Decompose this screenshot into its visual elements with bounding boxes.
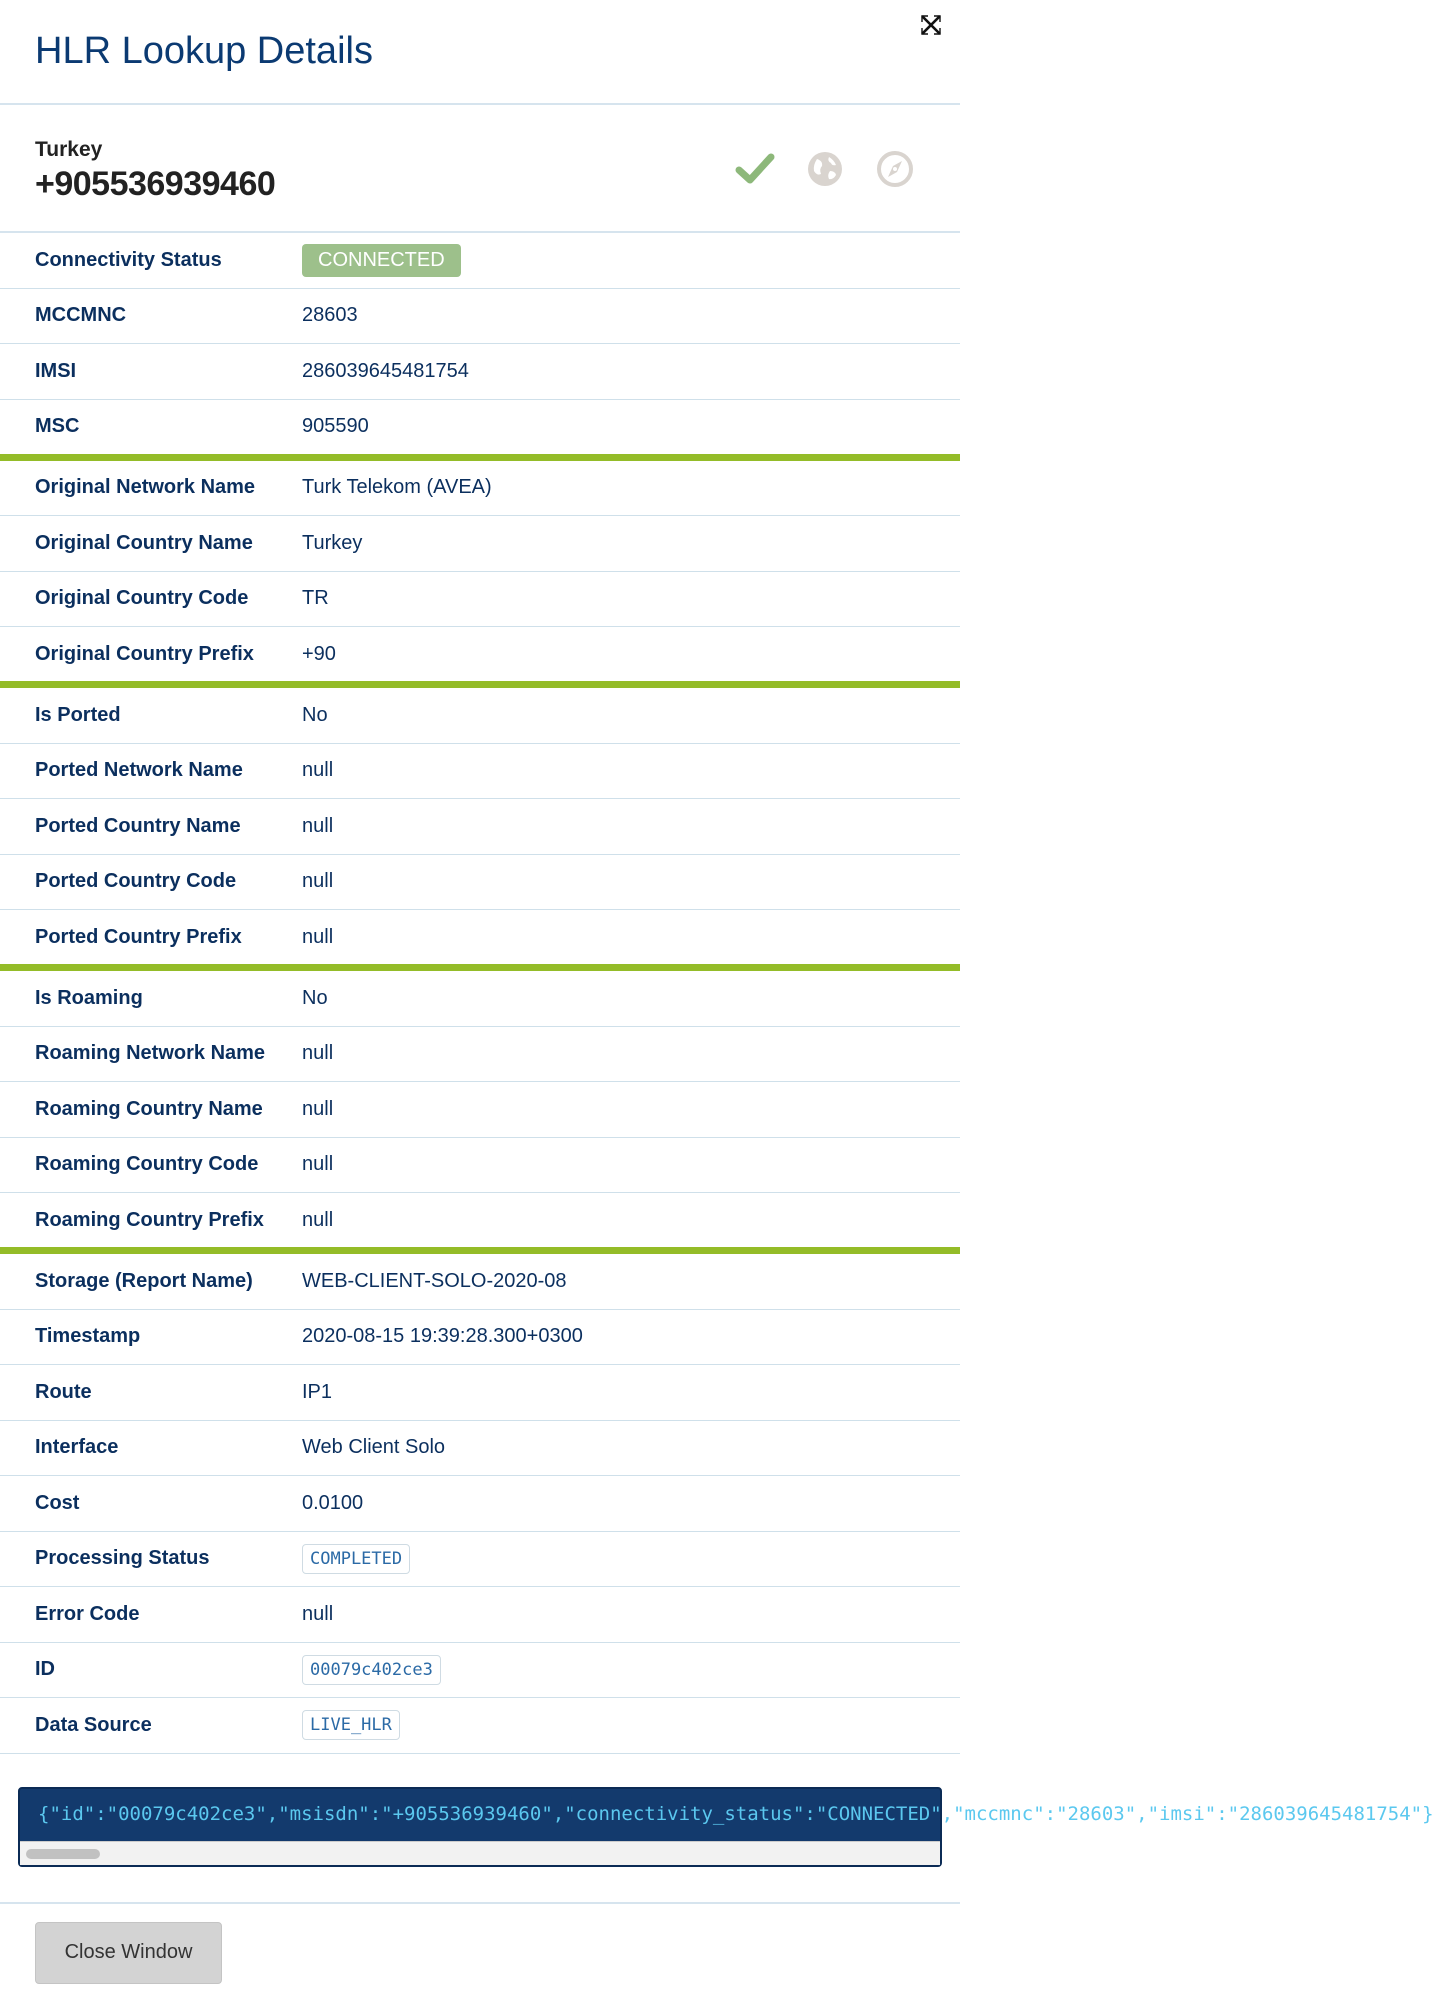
row-value: Web Client Solo: [302, 1436, 446, 1459]
row-mccmnc: [0, 289, 960, 345]
row-ported-country-code: [0, 855, 960, 911]
json-preview-text: {"id":"00079c402ce3","msisdn":"+905536939460","connectivity_status":"CONNECTED","mccmnc":"28603","imsi":"286039645481754"}: [38, 1802, 1434, 1825]
row-value: null: [302, 759, 334, 782]
row-error-code: [0, 1587, 960, 1643]
row-route: [0, 1365, 960, 1421]
row-value: Turk Telekom (AVEA): [302, 476, 492, 499]
modal-footer: [0, 1904, 960, 2004]
row-data-source: [0, 1698, 960, 1754]
row-value: [302, 1544, 410, 1574]
row-value: null: [302, 1042, 334, 1065]
row-value: null: [302, 1097, 334, 1120]
row-label: Ported Country Prefix: [35, 925, 242, 948]
row-roaming-country-code: [0, 1138, 960, 1194]
modal-title: HLR Lookup Details: [35, 30, 373, 72]
row-label: Original Country Name: [35, 531, 253, 554]
close-window-button[interactable]: Close Window: [35, 1922, 222, 1984]
row-label: Original Country Code: [35, 587, 249, 610]
row-value: 0.0100: [302, 1491, 364, 1514]
row-imsi: [0, 344, 960, 400]
row-value: 905590: [302, 415, 369, 437]
row-value: Turkey: [302, 531, 363, 554]
row-label: Roaming Country Prefix: [35, 1208, 264, 1231]
status-icons: [735, 149, 915, 189]
row-label: Roaming Network Name: [35, 1042, 266, 1065]
row-connectivity-status: [0, 233, 960, 289]
row-value: No: [302, 703, 328, 726]
row-label: MSC: [35, 415, 80, 437]
row-roaming-network-name: [0, 1027, 960, 1083]
row-label: Data Source: [35, 1713, 152, 1736]
number-summary: [0, 105, 960, 233]
json-section: [0, 1754, 1434, 1904]
row-label: IMSI: [35, 359, 77, 382]
row-value: WEB-CLIENT-SOLO-2020-08: [302, 1269, 567, 1292]
row-original-country-prefix: [0, 627, 960, 688]
row-original-country-code: [0, 572, 960, 628]
json-preview-box[interactable]: [18, 1787, 1434, 1867]
row-label: Original Country Prefix: [35, 642, 254, 665]
processing-status-code: COMPLETED: [302, 1544, 410, 1574]
row-value: IP1: [302, 1380, 333, 1403]
row-id: [0, 1643, 960, 1699]
row-value: null: [302, 925, 334, 948]
row-label: Connectivity Status: [35, 248, 222, 271]
row-ported-network-name: [0, 744, 960, 800]
row-label: Roaming Country Code: [35, 1153, 259, 1176]
scrollbar-thumb[interactable]: [26, 1849, 100, 1859]
close-icon[interactable]: [920, 14, 942, 36]
row-label: Storage (Report Name): [35, 1269, 253, 1292]
row-original-country-name: [0, 516, 960, 572]
row-label: ID: [35, 1658, 55, 1681]
row-ported-country-name: [0, 799, 960, 855]
row-label: Cost: [35, 1491, 80, 1514]
msisdn-number: +905536939460: [35, 165, 276, 203]
row-value: [302, 244, 461, 277]
row-timestamp: [0, 1310, 960, 1366]
row-cost: [0, 1476, 960, 1532]
row-label: Ported Network Name: [35, 759, 243, 782]
row-value: 28603: [302, 304, 358, 327]
row-label: Is Ported: [35, 703, 121, 726]
row-label: Ported Country Code: [35, 870, 237, 893]
row-value: null: [302, 1153, 334, 1176]
row-label: Interface: [35, 1436, 119, 1459]
row-interface: [0, 1421, 960, 1477]
row-value: null: [302, 814, 334, 837]
row-value: null: [302, 870, 334, 893]
row-value: [302, 1655, 441, 1685]
row-roaming-country-prefix: [0, 1193, 960, 1254]
compass-icon: [875, 149, 915, 189]
row-label: Roaming Country Name: [35, 1097, 263, 1120]
row-value: 286039645481754: [302, 359, 469, 382]
id-code: 00079c402ce3: [302, 1655, 441, 1685]
row-storage: [0, 1254, 960, 1310]
row-value: 2020-08-15 19:39:28.300+0300: [302, 1325, 583, 1348]
row-is-ported: [0, 688, 960, 744]
check-icon: [735, 149, 775, 189]
connectivity-status-badge: CONNECTED: [302, 244, 461, 277]
row-value: No: [302, 986, 328, 1009]
modal-header: [0, 0, 960, 105]
data-source-code: LIVE_HLR: [302, 1710, 400, 1740]
row-label: Original Network Name: [35, 476, 256, 499]
row-value: null: [302, 1208, 334, 1231]
row-msc: [0, 400, 960, 461]
details-table: [0, 233, 960, 1754]
row-label: Route: [35, 1380, 92, 1403]
row-roaming-country-name: [0, 1082, 960, 1138]
row-value: +90: [302, 642, 336, 665]
row-value: TR: [302, 587, 329, 610]
country-name: Turkey: [35, 138, 103, 161]
row-ported-country-prefix: [0, 910, 960, 971]
row-original-network-name: [0, 461, 960, 517]
row-is-roaming: [0, 971, 960, 1027]
row-processing-status: [0, 1532, 960, 1588]
horizontal-scrollbar[interactable]: [20, 1841, 940, 1865]
row-value: null: [302, 1602, 334, 1625]
row-label: Processing Status: [35, 1547, 210, 1570]
globe-icon: [805, 149, 845, 189]
row-label: MCCMNC: [35, 304, 127, 327]
row-label: Timestamp: [35, 1325, 141, 1348]
row-label: Error Code: [35, 1602, 140, 1625]
row-label: Ported Country Name: [35, 814, 241, 837]
row-label: Is Roaming: [35, 986, 143, 1009]
row-value: [302, 1710, 400, 1740]
